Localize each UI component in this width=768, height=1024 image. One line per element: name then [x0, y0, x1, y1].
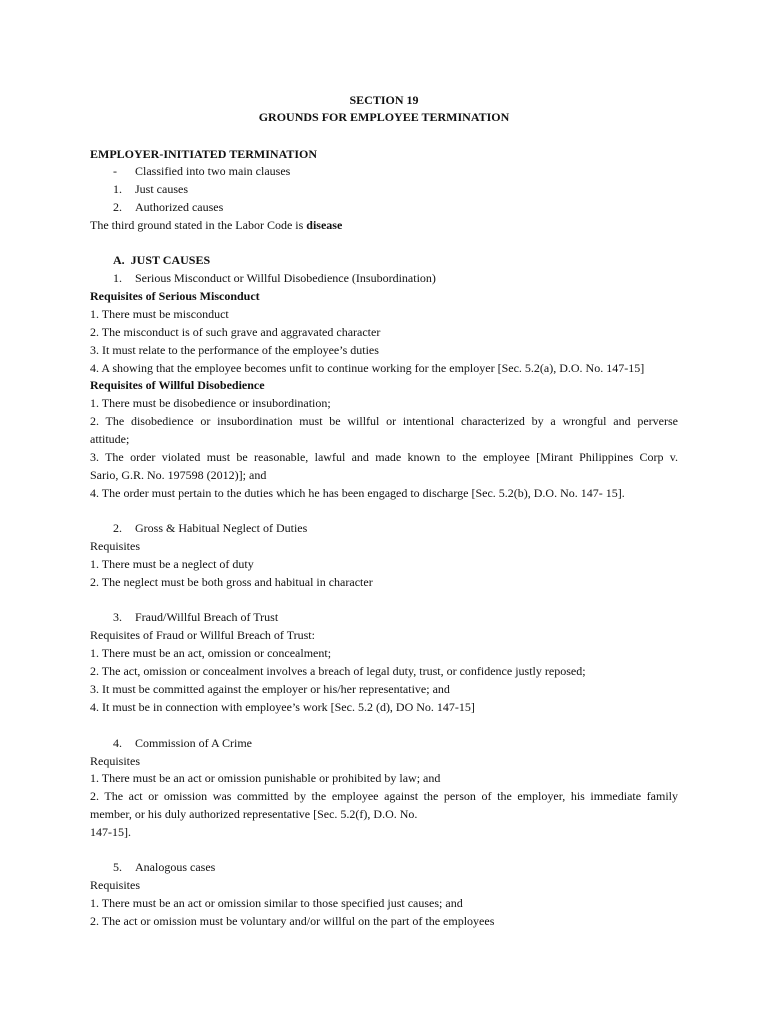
requisites-label: Requisites of Fraud or Willful Breach of Trust:: [90, 628, 315, 642]
requisites-label: Requisites: [90, 539, 140, 553]
requisite-line: attitude;: [90, 432, 130, 446]
list-marker: 5.: [113, 860, 122, 874]
list-marker: 2.: [113, 200, 122, 214]
requisite-line: 1. There must be a neglect of duty: [90, 557, 254, 571]
requisite-line: 2. The neglect must be both gross and habitual in character: [90, 575, 373, 589]
requisite-line: Sario, G.R. No. 197598 (2012)]; and: [90, 468, 267, 482]
just-cause-title: Serious Misconduct or Willful Disobedience (Insubordination): [135, 271, 436, 285]
requisites-heading: Requisites of Willful Disobedience: [90, 378, 265, 392]
just-cause-title: Fraud/Willful Breach of Trust: [135, 610, 279, 624]
list-marker: 2.: [113, 521, 122, 535]
list-marker: 3.: [113, 610, 122, 624]
requisite-line: 1. There must be disobedience or insubordination;: [90, 396, 331, 410]
list-marker: 1.: [113, 271, 122, 285]
employer-initiated-heading: EMPLOYER-INITIATED TERMINATION: [90, 147, 318, 161]
requisite-line: 1. There must be an act or omission punishable or prohibited by law; and: [90, 771, 441, 785]
requisite-line: 3. It must be committed against the employer or his/her representative; and: [90, 682, 450, 696]
requisite-line: 2. The act or omission was committed by the employee against the person of the employer, his immediate family: [90, 789, 678, 803]
third-ground-disease: disease: [306, 218, 343, 232]
third-ground-line: [90, 218, 342, 232]
requisite-line: 4. The order must pertain to the duties which he has been engaged to discharge [Sec. 5.2(b), D.O. No. 147- 15].: [90, 486, 625, 500]
just-cause-title: Gross & Habitual Neglect of Duties: [135, 521, 308, 535]
third-ground-text: The third ground stated in the Labor Code is: [90, 218, 307, 232]
list-marker: 4.: [113, 736, 122, 750]
requisite-line: 4. It must be in connection with employee’s work [Sec. 5.2 (d), DO No. 147-15]: [90, 700, 475, 714]
list-marker: -: [113, 164, 117, 178]
requisite-line: 3. It must relate to the performance of the employee’s duties: [90, 343, 379, 357]
requisite-line: 4. A showing that the employee becomes unfit to continue working for the employer [Sec. 5.2(a), D.O. No. 147-15]: [90, 361, 645, 375]
just-cause-title: Analogous cases: [135, 860, 216, 874]
requisite-line: 2. The misconduct is of such grave and aggravated character: [90, 325, 381, 339]
requisite-line: 3. The order violated must be reasonable, lawful and made known to the employee [Mirant Philippines Corp v.: [90, 450, 678, 464]
requisites-heading: Requisites of Serious Misconduct: [90, 289, 260, 303]
requisite-line: 1. There must be misconduct: [90, 307, 229, 321]
requisite-line: 2. The act or omission must be voluntary and/or willful on the part of the employees: [90, 914, 495, 928]
just-causes-heading: A. JUST CAUSES: [113, 253, 211, 267]
requisite-line: 147-15].: [90, 825, 131, 839]
list-item: Just causes: [135, 182, 188, 196]
requisite-line: 2. The act, omission or concealment involves a breach of legal duty, trust, or confidence justly reposed;: [90, 664, 586, 678]
requisite-line: 1. There must be an act, omission or concealment;: [90, 646, 332, 660]
requisite-line: 2. The disobedience or insubordination must be willful or intentional characterized by a wrongful and perverse: [90, 414, 678, 428]
section-number: SECTION 19: [349, 93, 419, 107]
requisite-line: member, or his duly authorized representative [Sec. 5.2(f), D.O. No.: [90, 807, 418, 821]
list-item: Authorized causes: [135, 200, 224, 214]
requisite-line: 1. There must be an act or omission similar to those specified just causes; and: [90, 896, 463, 910]
list-item: Classified into two main clauses: [135, 164, 291, 178]
requisites-label: Requisites: [90, 878, 140, 892]
list-marker: 1.: [113, 182, 122, 196]
requisites-label: Requisites: [90, 754, 140, 768]
section-title: GROUNDS FOR EMPLOYEE TERMINATION: [258, 110, 510, 124]
just-cause-title: Commission of A Crime: [135, 736, 253, 750]
